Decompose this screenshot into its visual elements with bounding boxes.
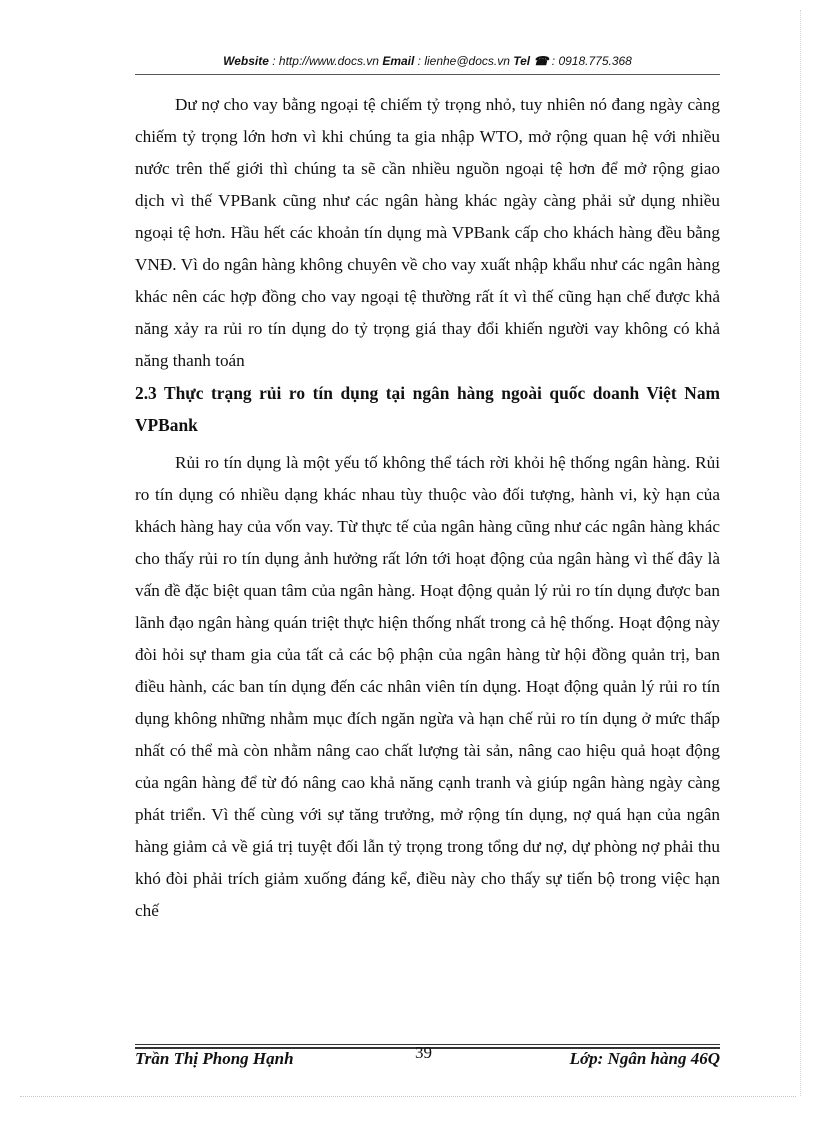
paragraph-foreign-currency-loans: Dư nợ cho vay bằng ngoại tệ chiếm tỷ trọng nhỏ, tuy nhiên nó đang ngày càng chiếm tỷ trọng lớn hơn vì khi chúng ta gia nhập WTO, mở rộng quan hệ với nhiều nước trên thế giới thì chúng ta sẽ cần nhiều nguồn ngoại tệ hơn để mở rộng giao dịch vì thế VPBank cũng như các ngân hàng khác ngày càng phải sử dụng nhiều ngoại tệ hơn. Hầu hết các khoản tín dụng mà VPBank cấp cho khách hàng đều bằng VNĐ. Vì do ngân hàng không chuyên về cho vay xuất nhập khẩu như các ngân hàng khác nên các hợp đồng cho vay ngoại tệ thường rất ít vì thế cũng hạn chế được khả năng xảy ra rủi ro tín dụng do tỷ trọng giá thay đổi khiến người vay không có khả năng thanh toán bbox=[135, 95, 720, 370]
header-divider bbox=[135, 74, 720, 75]
page-border-bottom bbox=[20, 1096, 796, 1097]
page-border-right bbox=[800, 10, 801, 1096]
tel-label: Tel bbox=[513, 54, 531, 68]
website-value: : http://www.docs.vn bbox=[268, 54, 383, 68]
page-number: 39 bbox=[415, 1043, 432, 1062]
email-label: Email bbox=[382, 54, 415, 68]
email-value: : lienhe@docs.vn bbox=[414, 54, 514, 68]
website-label: Website bbox=[223, 54, 269, 68]
page-footer bbox=[135, 1043, 720, 1073]
footer-author: Trần Thị Phong Hạnh bbox=[135, 1049, 294, 1068]
page-header bbox=[135, 54, 720, 68]
phone-icon: ☎ bbox=[533, 54, 549, 68]
document-body bbox=[135, 89, 720, 927]
tel-value: : 0918.775.368 bbox=[548, 54, 632, 68]
paragraph-credit-risk: Rủi ro tín dụng là một yếu tố không thể tách rời khỏi hệ thống ngân hàng. Rủi ro tín dụng có nhiều dạng khác nhau tùy thuộc vào đối tượng, hành vi, kỳ hạn của khách hàng hay của vốn vay. Từ thực tế của ngân hàng cũng như các ngân hàng khác cho thấy rủi ro tín dụng ảnh hưởng rất lớn tới hoạt động của ngân hàng vì thế đây là vấn đề đặc biệt quan tâm của ngân hàng. Hoạt động quản lý rủi ro tín dụng được ban lãnh đạo ngân hàng quán triệt thực hiện thống nhất trong cả hệ thống. Hoạt động này đòi hỏi sự tham gia của tất cả các bộ phận của ngân hàng từ hội đồng quản trị, ban điều hành, các ban tín dụng đến các nhân viên tín dụng. Hoạt động quản lý rủi ro tín dụng không những nhằm mục đích ngăn ngừa và hạn chế rủi ro tín dụng ở mức thấp nhất có thể mà còn nhằm nâng cao chất lượng tài sản, nâng cao hiệu quả hoạt động của ngân hàng để từ đó nâng cao khả năng cạnh tranh và giúp ngân hàng ngày càng phát triển. Vì thế cùng với sự tăng trưởng, mở rộng tín dụng, nợ quá hạn của ngân hàng giảm cả về giá trị tuyệt đối lẫn tỷ trọng trong tổng dư nợ, dự phòng nợ phải thu khó đòi phải trích giảm xuống đáng kể, điều này cho thấy sự tiến bộ trong việc hạn chế bbox=[135, 453, 720, 920]
section-heading: 2.3 Thực trạng rủi ro tín dụng tại ngân hàng ngoài quốc doanh Việt Nam VPBank bbox=[135, 383, 720, 435]
footer-class: Lớp: Ngân hàng 46Q bbox=[569, 1049, 720, 1068]
